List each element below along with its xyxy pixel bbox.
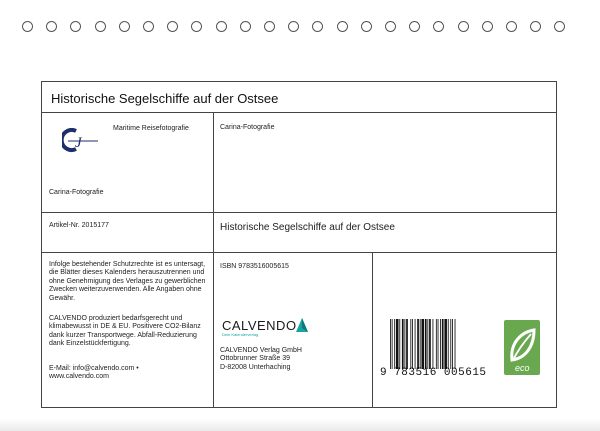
binding-ring (554, 21, 565, 32)
binding-ring (530, 21, 541, 32)
binding-ring (70, 21, 81, 32)
contact-email: E-Mail: info@calvendo.com • (49, 365, 139, 372)
barcode-bar (450, 319, 451, 369)
barcode-bar (406, 319, 408, 369)
logo-tagline: Maritime Reisefotografie (113, 125, 189, 132)
binding-ring (95, 21, 106, 32)
divider (42, 112, 556, 113)
binding-ring (288, 21, 299, 32)
barcode-bar (442, 319, 444, 369)
photographer-name: Carina-Fotografie (49, 189, 104, 196)
binding-ring (409, 21, 420, 32)
binding-ring (240, 21, 251, 32)
binding-ring (191, 21, 202, 32)
binding-ring (458, 21, 469, 32)
isbn: ISBN 9783516005615 (220, 263, 289, 270)
binding-ring (22, 21, 33, 32)
barcode-bar (421, 319, 424, 369)
calvendo-logo-tagline: Dein Kalenderverlag (222, 332, 259, 337)
barcode-bar (429, 319, 431, 369)
barcode-bar (392, 319, 393, 369)
barcode-bar (402, 319, 404, 369)
barcode-bar (440, 319, 441, 369)
binding-ring (312, 21, 323, 32)
barcode-bar (425, 319, 427, 369)
divider (213, 112, 214, 407)
photographer-logo-icon (62, 128, 102, 154)
calvendo-logo-name: CALVENDO (222, 318, 297, 333)
barcode-bar (410, 319, 411, 369)
barcode-bar (427, 319, 428, 369)
binding-ring (361, 21, 372, 32)
barcode-bar (420, 319, 421, 369)
binding-ring (337, 21, 348, 32)
barcode-bar (404, 319, 405, 369)
barcode-bar (433, 319, 434, 369)
publisher-street: Ottobrunner Straße 39 (220, 355, 291, 363)
binding-ring (506, 21, 517, 32)
ean-barcode (390, 319, 482, 369)
publisher-city: D-82008 Unterhaching (220, 363, 291, 371)
calendar-title: Historische Segelschiffe auf der Ostsee (51, 91, 279, 106)
barcode-bar (448, 319, 449, 369)
binding-ring (264, 21, 275, 32)
eco-badge (504, 320, 540, 375)
binding-ring (433, 21, 444, 32)
eco-statement: CALVENDO produziert bedarfsgerecht und klimabewusst in DE & EU. Positivere CO2-Bilanz dank kurzer Transportwege. Abfall-Reduzierung dank Einzelstückfertigung. (49, 315, 201, 348)
svg-text:J: J (75, 135, 82, 151)
barcode-bar (452, 319, 453, 369)
divider (372, 252, 373, 407)
binding-ring (216, 21, 227, 32)
barcode-bar (417, 319, 419, 369)
calvendo-logo (222, 318, 312, 338)
barcode-bar (396, 319, 399, 369)
binding-ring (143, 21, 154, 32)
barcode-bar (444, 319, 447, 369)
photographer-name-right: Carina-Fotografie (220, 124, 275, 131)
barcode-bar (436, 319, 437, 369)
contact-website: www.calvendo.com (49, 373, 109, 380)
barcode-bar (390, 319, 391, 369)
barcode-bar (399, 319, 400, 369)
legal-notice: Infolge bestehender Schutzrechte ist es untersagt, die Blätter dieses Kalenders herauszutrennen und ohne Genehmigung des Verlages zu gewerblichen Zwecken weiterzuverwenden. Alle Angaben ohne Gewähr. (49, 261, 206, 302)
divider (42, 212, 556, 213)
binding-ring (385, 21, 396, 32)
binding-ring (119, 21, 130, 32)
binding-ring (482, 21, 493, 32)
back-cover-card (41, 81, 557, 408)
page-edge-shadow (0, 419, 600, 431)
divider (42, 252, 556, 253)
binding-ring (167, 21, 178, 32)
barcode-bar (412, 319, 413, 369)
calendar-subtitle: Historische Segelschiffe auf der Ostsee (220, 222, 395, 233)
calvendo-leaf-icon (294, 316, 310, 334)
eco-badge-label: eco (515, 363, 530, 373)
article-number: Artikel-Nr. 2015177 (49, 222, 109, 229)
barcode-digits: 9 783516 005615 (380, 367, 487, 379)
binding-ring (46, 21, 57, 32)
barcode-bar (455, 319, 456, 369)
barcode-bar (394, 319, 395, 369)
barcode-bar (438, 319, 439, 369)
publisher-name: CALVENDO Verlag GmbH (220, 347, 302, 354)
publisher-address (220, 347, 302, 372)
barcode-bar (415, 319, 416, 369)
